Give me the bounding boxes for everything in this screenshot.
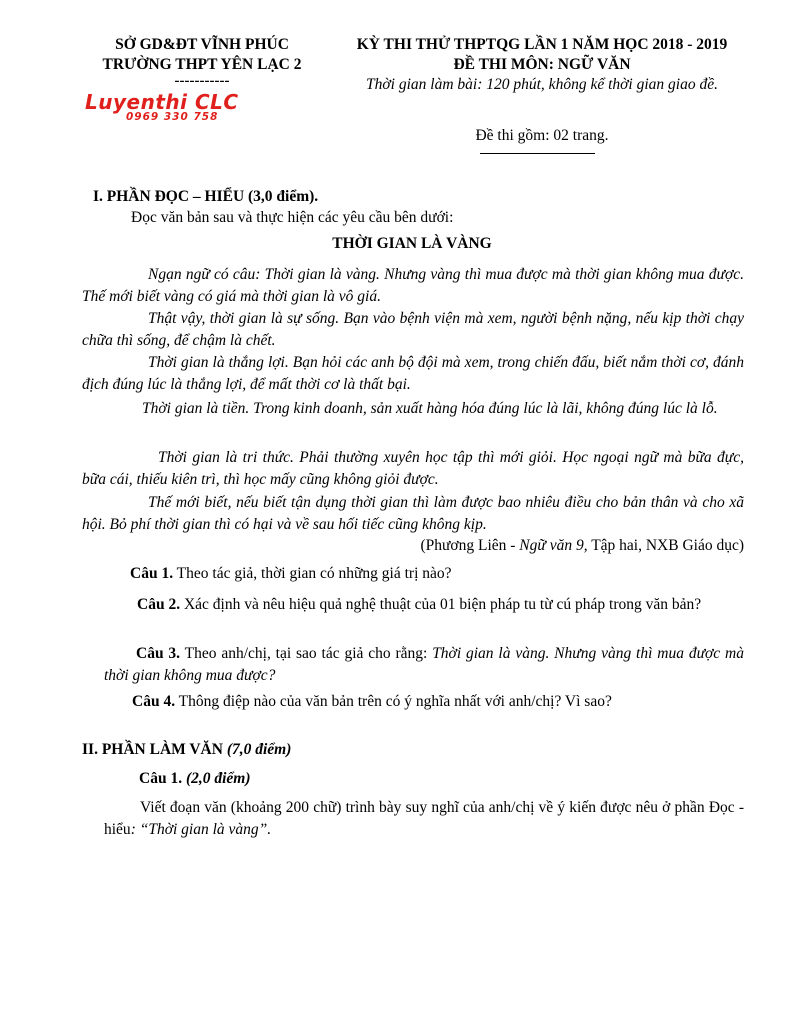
essay-question-label: Câu 1. (139, 770, 186, 787)
question-1 (130, 565, 452, 583)
question-label: Câu 2. (137, 596, 181, 613)
question-label: Câu 1. (130, 565, 174, 582)
section-2-points: (7,0 điểm) (226, 741, 292, 758)
text-title: THỜI GIAN LÀ VÀNG (332, 235, 492, 252)
question-4 (132, 693, 612, 711)
source-citation (420, 537, 744, 555)
source-prefix: (Phương Liên - (420, 537, 520, 554)
logo-text: Luyenthi CLC (85, 90, 239, 114)
passage-paragraph: Thời gian là tri thức. Phải thường xuyên học tập thì mới giỏi. Học ngoại ngữ mà bữa đực, bữa cái, thiếu kiên trì, thì học mấy cũng không giỏi được. (82, 449, 744, 488)
logo-phone: 0969 330 758 (126, 111, 219, 123)
exam-subject: ĐỀ THI MÔN: NGỮ VĂN (453, 56, 631, 73)
header-divider (480, 153, 595, 154)
department-name: SỞ GD&ĐT VĨNH PHÚC (115, 36, 289, 53)
question-3 (104, 643, 744, 687)
question-label: Câu 3. (136, 645, 181, 662)
exam-title: KỲ THI THỬ THPTQG LẦN 1 NĂM HỌC 2018 - 2019 (356, 36, 728, 53)
passage-paragraph: Thật vậy, thời gian là sự sống. Bạn vào bệnh viện mà xem, người bệnh nặng, nếu kịp thời chạy chữa thì sống, để chậm là chết. (82, 310, 744, 349)
passage-paragraph: Thời gian là tiền. Trong kinh doanh, sản xuất hàng hóa đúng lúc là lãi, không đúng lúc là lỗ. (142, 400, 718, 417)
question-text: Xác định và nêu hiệu quả nghệ thuật của 01 biện pháp tu từ cú pháp trong văn bản? (180, 596, 702, 613)
essay-prompt: Viết đoạn văn (khoảng 200 chữ) trình bày suy nghĩ của anh/chị về ý kiến được nêu ở phần Đọc - hiểu (104, 799, 744, 838)
section-2-heading (82, 741, 291, 759)
question-label: Câu 4. (132, 693, 176, 710)
passage-paragraph: Thời gian là thắng lợi. Bạn hỏi các anh bộ đội mà xem, trong chiến đấu, biết nắm thời cơ, đánh địch đúng lúc là thắng lợi, để mất thời cơ là thất bại. (82, 354, 744, 393)
header-dashes: ----------- (174, 73, 230, 89)
page-count: Đề thi gồm: 02 trang. (475, 127, 609, 144)
question-2 (104, 594, 744, 616)
section-1-heading: I. PHẦN ĐỌC – HIỂU (3,0 điểm). (93, 188, 319, 205)
essay-quote: : “Thời gian là vàng”. (130, 821, 272, 838)
source-suffix: Tập hai, NXB Giáo dục) (587, 537, 744, 554)
passage-paragraph: Thế mới biết, nếu biết tận dụng thời gian thì làm được bao nhiêu điều cho bản thân và cho xã hội. Bỏ phí thời gian thì có hại và về sau hối tiếc cũng không kịp. (82, 494, 744, 533)
passage-paragraph: Ngạn ngữ có câu: Thời gian là vàng. Nhưng vàng thì mua được mà thời gian không mua được. Thế mới biết vàng có giá mà thời gian là vô giá. (82, 266, 744, 305)
exam-duration: Thời gian làm bài: 120 phút, không kể thời gian giao đề. (366, 76, 718, 93)
question-text: Thông điệp nào của văn bản trên có ý nghĩa nhất với anh/chị? Vì sao? (175, 693, 612, 710)
source-book: Ngữ văn 9, (519, 537, 588, 554)
school-name: TRƯỜNG THPT YÊN LẠC 2 (102, 56, 302, 73)
question-text: Theo tác giả, thời gian có những giá trị nào? (173, 565, 452, 582)
question-quote: Thời gian là vàng. Nhưng vàng thì mua được mà thời gian không mua được? (104, 645, 744, 684)
reading-instruction: Đọc văn bản sau và thực hiện các yêu cầu bên dưới: (131, 209, 454, 226)
essay-question-points: (2,0 điểm) (185, 770, 251, 787)
essay-question-1 (139, 770, 251, 788)
section-2-title: II. PHẦN LÀM VĂN (82, 741, 227, 758)
question-text: Theo anh/chị, tại sao tác giả cho rằng: (180, 645, 433, 662)
essay-question-text (104, 797, 744, 841)
